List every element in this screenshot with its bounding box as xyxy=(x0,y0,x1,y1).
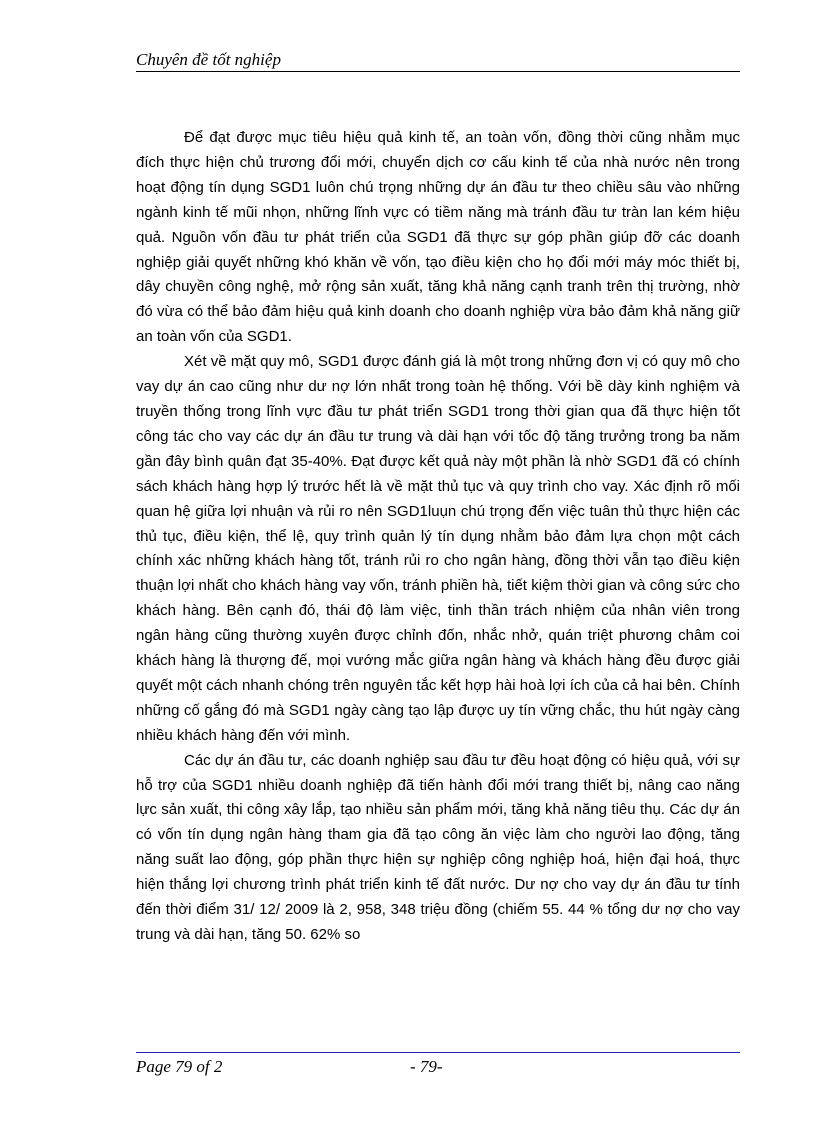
paragraph-1: Để đạt được mục tiêu hiệu quả kinh tế, an toàn vốn, đồng thời cũng nhằm mục đích thực hiện chủ trương đổi mới, chuyển dịch cơ cấu kinh tế của nhà nước nên trong hoạt động tín dụng SGD1 luôn chú trọng những dự án đầu tư theo chiều sâu vào những ngành kinh tế mũi nhọn, những lĩnh vực có tiềm năng mà tránh đầu tư tràn lan kém hiệu quả. Nguồn vốn đầu tư phát triển của SGD1 đã thực sự góp phần giúp đỡ các doanh nghiệp giải quyết những khó khăn về vốn, tạo điều kiện cho họ đổi mới máy móc thiết bị, dây chuyền công nghệ, mở rộng sản xuất, tăng khả năng cạnh tranh trên thị trường, nhờ đó vừa có thể bảo đảm hiệu quả kinh doanh cho doanh nghiệp vừa bảo đảm khả năng giữ an toàn vốn của SGD1. xyxy=(136,129,740,346)
paragraph-3: Các dự án đầu tư, các doanh nghiệp sau đầu tư đều hoạt động có hiệu quả, với sự hỗ trợ của SGD1 nhiều doanh nghiệp đã tiến hành đổi mới trang thiết bị, nâng cao năng lực sản xuất, thi công xây lắp, tạo nhiều sản phẩm mới, tăng khả năng tiêu thụ. Các dự án có vốn tín dụng ngân hàng tham gia đã tạo công ăn việc làm cho người lao động, tăng năng suất lao động, góp phần thực hiện sự nghiệp công nghiệp hoá, hiện đại hoá, thực hiện thắng lợi chương trình phát triển kinh tế đất nước. Dư nợ cho vay dự án đầu tư tính đến thời điểm 31/ 12/ 2009 là 2, 958, 348 triệu đồng (chiếm 55. 44 % tổng dư nợ cho vay trung và dài hạn, tăng 50. 62% so xyxy=(136,751,740,943)
footer-divider xyxy=(136,1052,740,1053)
footer-page-label: Page 79 of 2 xyxy=(136,1057,223,1076)
header-title: Chuyên đề tốt nghiệp xyxy=(136,50,281,69)
document-body xyxy=(136,126,740,948)
paragraph-2: Xét về mặt quy mô, SGD1 được đánh giá là một trong những đơn vị có quy mô cho vay dự án cao cũng như dư nợ lớn nhất trong toàn hệ thống. Với bề dày kinh nghiệm và truyền thống trong lĩnh vực đầu tư phát triển SGD1 trong thời gian qua đã thực hiện tốt công tác cho vay các dự án đầu tư trung và dài hạn với tốc độ tăng trưởng trong ba năm gần đây bình quân đạt 35-40%. Đạt được kết quả này một phần là nhờ SGD1 đã có chính sách khách hàng hợp lý trước hết là về mặt thủ tục và quy trình cho vay. Xác định rõ mối quan hệ giữa lợi nhuận và rủi ro nên SGD1luụn chú trọng đến việc tuân thủ thực hiện các thủ tục, điều kiện, thể lệ, quy trình quản lý tín dụng nhằm bảo đảm lựa chọn một cách chính xác những khách hàng tốt, tránh rủi ro cho ngân hàng, đồng thời vẫn tạo điều kiện thuận lợi nhất cho khách hàng vay vốn, tránh phiền hà, tiết kiệm thời gian và công sức cho khách hàng. Bên cạnh đó, thái độ làm việc, tinh thần trách nhiệm của nhân viên trong ngân hàng cũng thường xuyên được chỉnh đốn, nhắc nhở, quán triệt phương châm coi khách hàng là thượng đế, mọi vướng mắc giữa ngân hàng và khách hàng đều được giải quyết một cách nhanh chóng trên nguyên tắc kết hợp hài hoà lợi ích của cả hai bên. Chính những cố gắng đó mà SGD1 ngày càng tạo lập được uy tín vững chắc, thu hút ngày càng nhiều khách hàng đến với mình. xyxy=(136,353,740,744)
header-divider xyxy=(136,71,740,72)
footer-page-number: - 79- xyxy=(410,1057,443,1076)
